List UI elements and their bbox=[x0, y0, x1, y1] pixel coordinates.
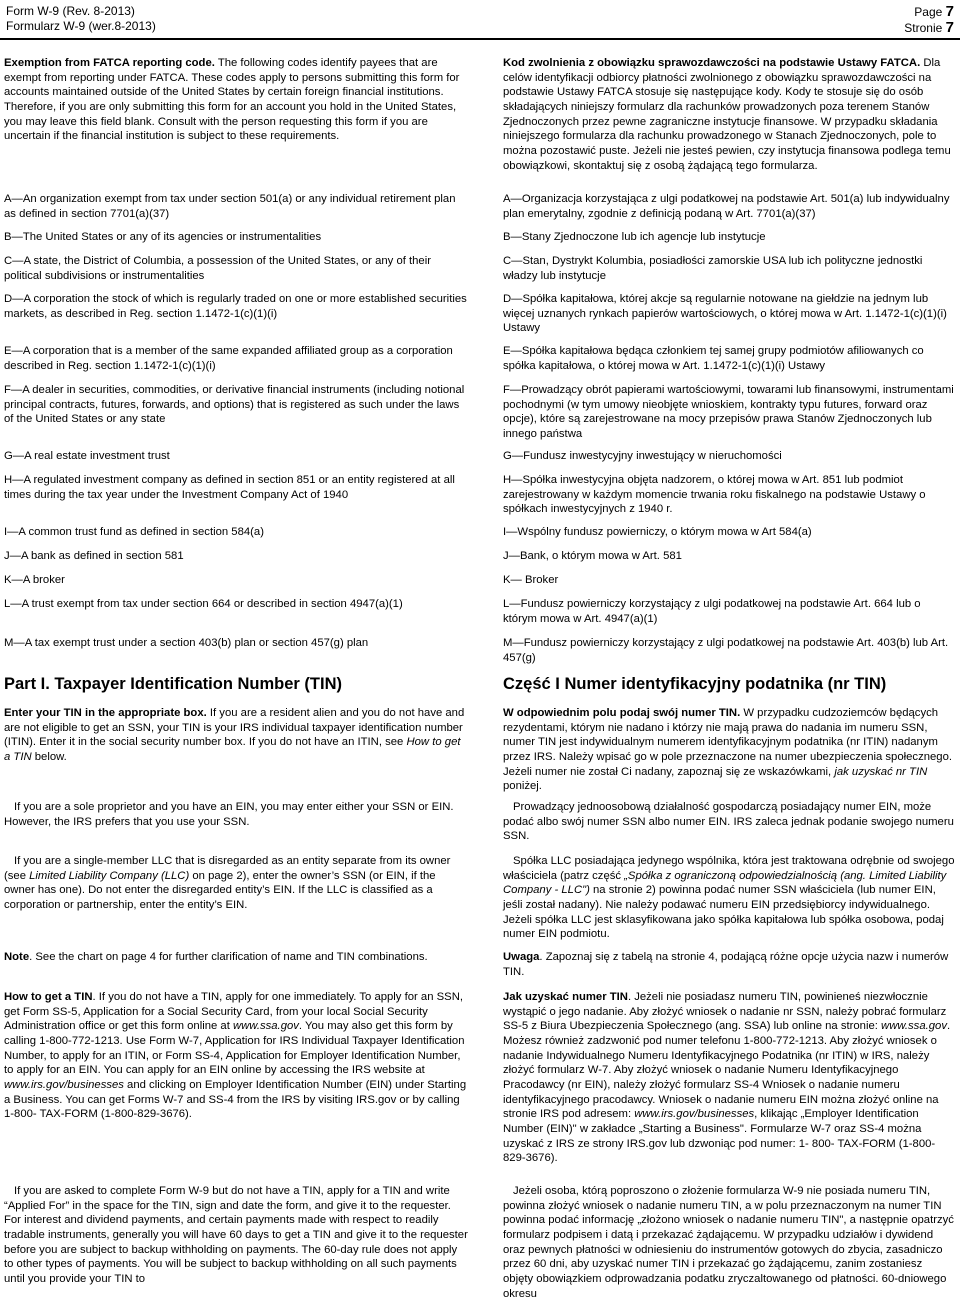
code-k: K—A broker bbox=[4, 574, 65, 586]
part-i-heading-pl: Część I Numer identyfikacyjny podatnika (nr TIN) bbox=[503, 675, 887, 693]
llc-paragraph-pl: Spółka LLC posiadająca jedynego wspólnika, która jest traktowana odrębnie od swojego właściciela (patrz część „Spółka z ograniczoną odpowiedzialnością (ang. Limited Liability Company - LLC") na stronie 2) powinna podać numer SSN właściciela (lub numer EIN, jeśli został nadany). Nie należy podawać numeru EIN przedsiębiorcy indywidualnego. Jeżeli spółka LLC jest sklasyfikowana jako spółka kapitałowa lub spółka osobowa, podaj numer EIN podmiotu. bbox=[503, 855, 955, 941]
header-divider bbox=[0, 38, 960, 40]
note-paragraph: Note. See the chart on page 4 for further clarification of name and TIN combinations. bbox=[4, 951, 428, 963]
code-i: I—A common trust fund as defined in section 584(a) bbox=[4, 526, 264, 538]
code-i-pl: I—Wspólny fundusz powierniczy, o którym mowa w Art 584(a) bbox=[503, 526, 812, 538]
page-header-left bbox=[6, 4, 156, 34]
sole-proprietor-paragraph-pl: Prowadzący jednoosobową działalność gospodarczą posiadający numer EIN, może podać albo swój numer SSN albo numer EIN. IRS zaleca jednak podanie swojego numeru SSN. bbox=[503, 801, 954, 843]
code-l-pl: L—Fundusz powierniczy korzystający z ulgi podatkowej na podstawie Art. 664 lub o którym mowa w Art. 4947(a)(1) bbox=[503, 598, 921, 625]
code-m-pl: M—Fundusz powierniczy korzystający z ulgi podatkowej na podstawie Art. 403(b) lub Art. 457(g) bbox=[503, 637, 949, 664]
code-h: H—A regulated investment company as defined in section 851 or an entity registered at all times during the tax year under the Investment Company Act of 1940 bbox=[4, 474, 455, 501]
code-g: G—A real estate investment trust bbox=[4, 450, 170, 462]
code-d-pl: D—Spółka kapitałowa, której akcje są regularnie notowane na giełdzie na jednym lub więcej uznanych rynkach papierów wartościowych, o której mowa w Art. 1.1472-1(c)(1)(i) Ustawy bbox=[503, 293, 947, 335]
page-number-pl: Stronie 7 bbox=[904, 19, 954, 36]
code-h-pl: H—Spółka inwestycyjna objęta nadzorem, o której mowa w Art. 851 lub podmiot zarejestrowany w każdym momencie trwania roku fiskalnego na podstawie Ustawy o spółkach inwestycyjnych z 1940 r. bbox=[503, 474, 926, 516]
code-f-pl: F—Prowadzący obrót papierami wartościowymi, towarami lub finansowymi, instrumentami pochodnymi (w tym umowy nieobjęte wnioskiem, kontrakty typu futures, forward oraz opcje), które są zarejestrowane na mocy przepisów prawa Stanów Zjednoczonych lub innego państwa bbox=[503, 384, 954, 441]
how-to-get-tin-paragraph-pl: Jak uzyskać numer TIN. Jeżeli nie posiadasz numeru TIN, powinieneś niezwłocznie wystąpić o jego nadanie. Aby złożyć wniosek o nadanie nr SSN, należy pobrać formularz SS-5 z Biura Ubezpieczenia Społecznego (ang. SSA) lub online na stronie: www.ssa.gov. Możesz również zadzwonić pod numer telefonu 1-800-772-1213. Aby złożyć wniosek o nadanie Indywidualnego Numeru Identyfikacyjnego Podatnika (nr ITIN) w IRS, należy złożyć formularz W-7. Aby złożyć wniosek o nadanie Numeru Identyfikacyjnego Pracodawcy (nr EIN), należy złożyć formularz SS-4 Wniosek o nadanie numeru identyfikacyjnego pracodawcy. Wniosek o nadanie numeru EIN można złożyć online na stronie IRS pod adresem: www.irs.gov/businesses, klikając „Employer Identification Number (EIN)" w zakładce „Starting a Business". Formularze W-7 oraz SS-4 można uzyskać z IRS ze strony IRS.gov lub dzwoniąc pod numer: 1- 800- TAX-FORM (1-800-829-3676). bbox=[503, 991, 951, 1165]
fatca-paragraph-pl: Kod zwolnienia z obowiązku sprawozdawczości na podstawie Ustawy FATCA. Dla celów identyfikacji odbiorcy płatności zwolnionego z obowiązku sprawozdawczości na podstawie Ustawy FATCA stosuje się następujące kody. Kody te stosuje się do osób składających niniejszy formularz dla rachunków prowadzonych poza terenem Stanów Zjednoczonych przez pewne zagraniczne instytucje finansowe. W przypadku składania niniejszego formularza dla rachunku prowadzonego w Stanach Zjednoczonych, pole to można pozostawić puste. Jeżeli nie jesteś pewien, czy instytucja finansowa podlega temu obowiązkowi, skontaktuj się z osobą żądającą tego formularza. bbox=[503, 57, 951, 172]
form-title-en: Form W-9 (Rev. 8-2013) bbox=[6, 4, 135, 18]
code-b-pl: B—Stany Zjednoczone lub ich agencje lub instytucje bbox=[503, 231, 766, 243]
code-j: J—A bank as defined in section 581 bbox=[4, 550, 184, 562]
code-l: L—A trust exempt from tax under section 664 or described in section 4947(a)(1) bbox=[4, 598, 403, 610]
code-m: M—A tax exempt trust under a section 403(b) plan or section 457(g) plan bbox=[4, 637, 369, 649]
code-a: A—An organization exempt from tax under section 501(a) or any individual retirement plan as defined in section 7701(a)(37) bbox=[4, 193, 456, 220]
sole-proprietor-paragraph: If you are a sole proprietor and you have an EIN, you may enter either your SSN or EIN. However, the IRS prefers that you use your SSN. bbox=[4, 801, 454, 828]
fatca-paragraph: Exemption from FATCA reporting code. The following codes identify payees that are exempt from reporting under FATCA. These codes apply to persons submitting this form for accounts maintained outside of the United States by certain foreign financial institutions. Therefore, if you are only submitting this form for an account you hold in the United States, you may leave this field blank. Consult with the person requesting this form if you are uncertain if the financial institution is subject to these requirements. bbox=[4, 57, 460, 143]
code-k-pl: K— Broker bbox=[503, 574, 559, 586]
part-i-heading: Part I. Taxpayer Identification Number (TIN) bbox=[4, 675, 343, 693]
form-title-pl: Formularz W-9 (wer.8-2013) bbox=[6, 19, 156, 33]
note-paragraph-pl: Uwaga. Zapoznaj się z tabelą na stronie 4, podającą różne opcje użycia nazw i numerów TIN. bbox=[503, 951, 949, 978]
code-c: C—A state, the District of Columbia, a possession of the United States, or any of their political subdivisions or instrumentalities bbox=[4, 255, 431, 282]
code-b: B—The United States or any of its agencies or instrumentalities bbox=[4, 231, 322, 243]
applied-for-paragraph-pl: Jeżeli osoba, którą poproszono o złożenie formularza W-9 nie posiada numeru TIN, powinna złożyć wniosek o nadanie numeru TIN, a w polu przeznaczonym na numer TIN powinna podać informację „złożono wniosek o nadanie numeru TIN", a następnie opatrzyć formularz podpisem i datą i przekazać żądającemu. W przypadku udziałów i dywidend oraz pewnych płatności w odniesieniu do instrumentów gotowych do zbycia, zasadniczo przez 60 dni, aby uzyskać numer TIN i przekazać go żądającemu, zanim zostaniesz objęty obowiązkiem odprowadzania podatku zryczaltowanego od płatności. 60-dniowego okresu bbox=[503, 1185, 954, 1300]
code-e-pl: E—Spółka kapitałowa będąca członkiem tej samej grupy podmiotów afiliowanych co spółka kapitałowa, o której mowa w Art. 1.1472-1(c)(1)(i) Ustawy bbox=[503, 345, 924, 372]
enter-tin-paragraph-pl: W odpowiednim polu podaj swój numer TIN. W przypadku cudzoziemców będących rezydentami, którym nie nadano i którzy nie mają prawa do nadania im numeru SSN, numer TIN jest indywidualnym numerem identyfikacyjnym podatnika (nr ITIN) nadanym przez IRS. Należy wpisać go w pole przeznaczone na numer ubezpieczenia społecznego. Jeżeli numer nie został Ci nadany, zapoznaj się ze wskazówkami, jak uzyskać nr TIN poniżej. bbox=[503, 707, 952, 793]
how-to-get-tin-paragraph: How to get a TIN. If you do not have a TIN, apply for one immediately. To apply for an SSN, get Form SS-5, Application for a Social Security Card, from your local Social Security Administration office or get this form online at www.ssa.gov. You may also get this form by calling 1-800-772-1213. Use Form W-7, Application for IRS Individual Taxpayer Identification Number, to apply for an ITIN, or Form SS-4, Application for Employer Identification Number, to apply for an EIN. You can apply for an EIN online by accessing the IRS website at www.irs.gov/businesses and clicking on Employer Identification Number (EIN) under Starting a Business. You can get Forms W-7 and SS-4 from the IRS by visiting IRS.gov or by calling 1-800- TAX-FORM (1-800-829-3676). bbox=[4, 991, 467, 1121]
page-header-right bbox=[904, 4, 954, 36]
applied-for-paragraph: If you are asked to complete Form W-9 but do not have a TIN, apply for a TIN and write “Applied For” in the space for the TIN, sign and date the form, and give it to the requester. For interest and dividend payments, and certain payments made with respect to readily tradable instruments, generally you will have 60 days to get a TIN and give it to the requester before you are subject to backup withholding on payments. The 60-day rule does not apply to other types of payments. You will be subject to backup withholding on all such payments until you provide your TIN to bbox=[4, 1185, 468, 1286]
code-f: F—A dealer in securities, commodities, or derivative financial instruments (including notional principal contracts, futures, forwards, and options) that is registered as such under the laws of the United States or any state bbox=[4, 384, 465, 426]
code-a-pl: A—Organizacja korzystająca z ulgi podatkowej na podstawie Art. 501(a) lub indywidualny plan emerytalny, zgodnie z definicją podaną w Art. 7701(a)(37) bbox=[503, 193, 950, 220]
code-d: D—A corporation the stock of which is regularly traded on one or more established securities markets, as described in Reg. section 1.1472-1(c)(1)(i) bbox=[4, 293, 467, 320]
code-j-pl: J—Bank, o którym mowa w Art. 581 bbox=[503, 550, 682, 562]
code-c-pl: C—Stan, Dystrykt Kolumbia, posiadłości zamorskie USA lub ich polityczne jednostki władzy lub instytucje bbox=[503, 255, 923, 282]
code-e: E—A corporation that is a member of the same expanded affiliated group as a corporation described in Reg. section 1.1472-1(c)(1)(i) bbox=[4, 345, 453, 372]
enter-tin-paragraph: Enter your TIN in the appropriate box. If you are a resident alien and you do not have and are not eligible to get an SSN, your TIN is your IRS individual taxpayer identification number (ITIN). Enter it in the social security number box. If you do not have an ITIN, see How to get a TIN below. bbox=[4, 707, 465, 764]
code-g-pl: G—Fundusz inwestycyjny inwestujący w nieruchomości bbox=[503, 450, 782, 462]
llc-paragraph: If you are a single-member LLC that is disregarded as an entity separate from its owner (see Limited Liability Company (LLC) on page 2), enter the owner’s SSN (or EIN, if the owner has one). Do not enter the disregarded entity’s EIN. If the LLC is classified as a corporation or partnership, enter the entity’s EIN. bbox=[4, 855, 451, 912]
page-number-en: Page 7 bbox=[914, 3, 954, 20]
